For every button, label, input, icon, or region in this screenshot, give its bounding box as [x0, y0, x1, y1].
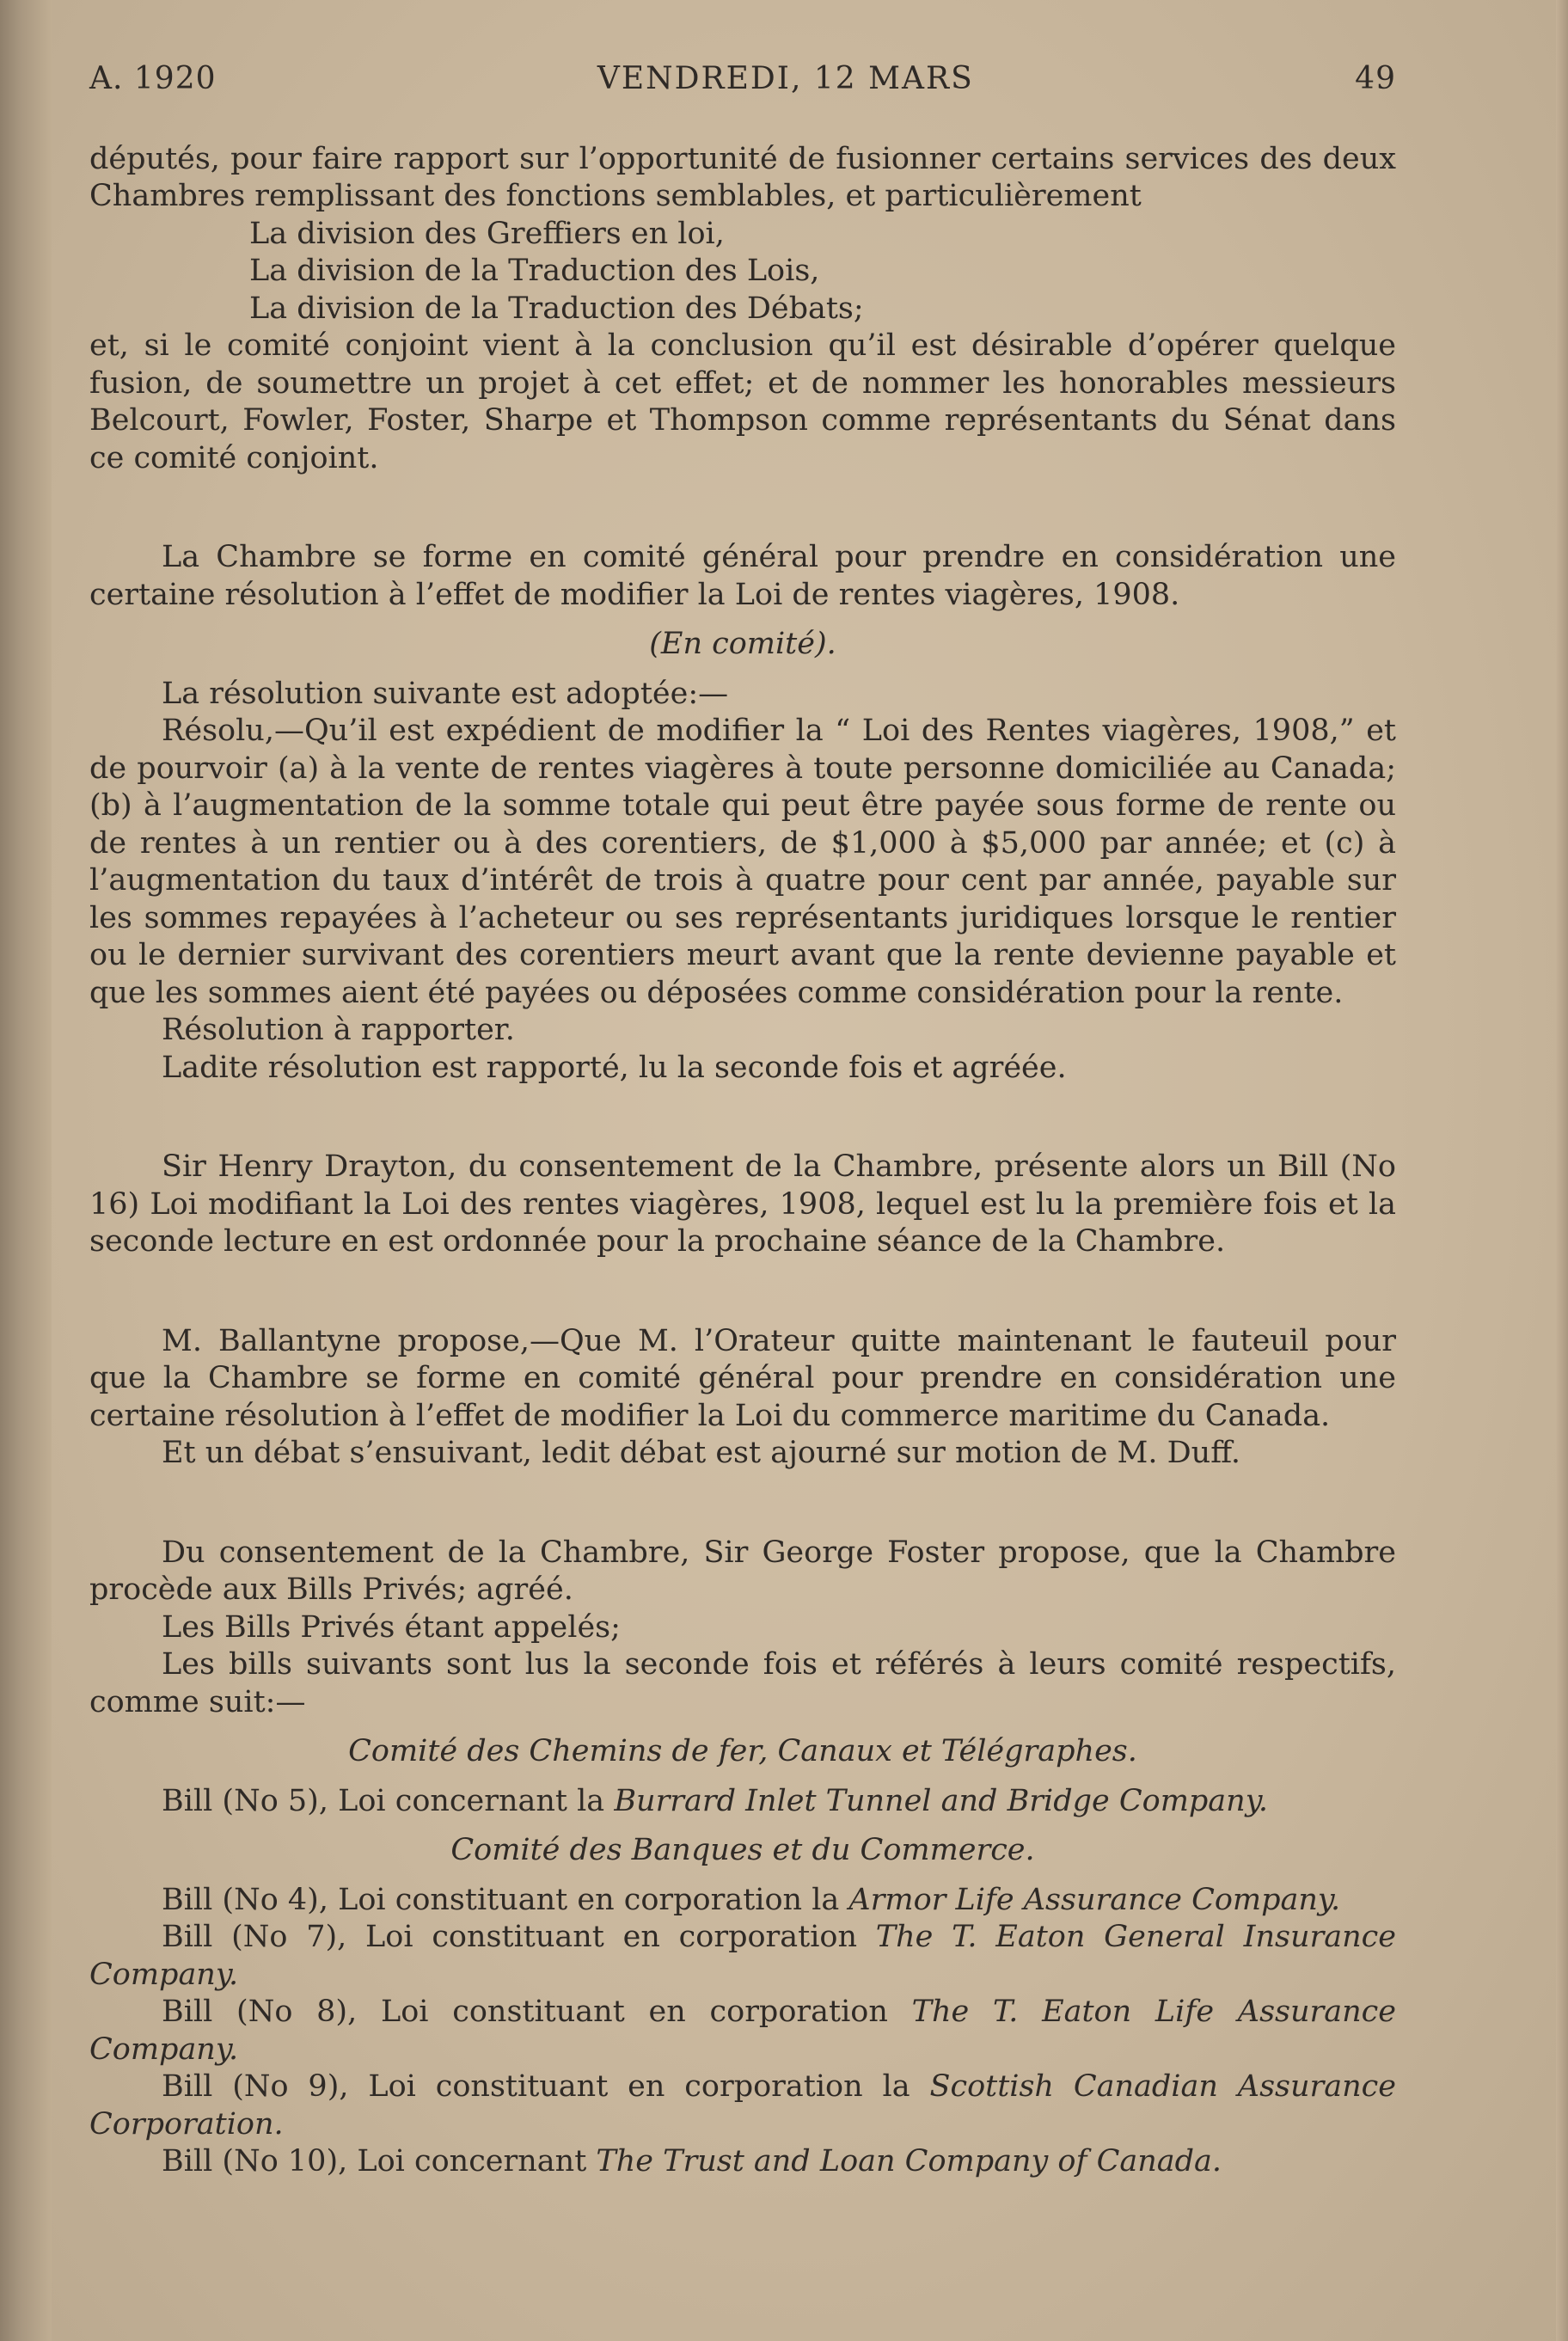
header-year: A. 1920 [89, 61, 217, 96]
in-committee-heading: (En comité). [649, 627, 836, 661]
private-bills-called: Les Bills Privés étant appelés; [162, 1609, 621, 1645]
bills-referred: Les bills suivants sont lus la seconde fois et référés à leurs comité respectifs, comme suit:— [89, 1647, 1396, 1719]
division-item: La division de la Traduction des Débats; [249, 291, 864, 326]
drayton-bill-paragraph: Sir Henry Drayton, du consentement de la Chambre, présente alors un Bill (No 16) Loi modifiant la Loi des rentes viagères, 1908, lequel est lu la première fois et la seconde lecture en est ordonnée pour la prochaine séance de la Chambre. [89, 1149, 1396, 1259]
resolution-report: Résolution à rapporter. [162, 1013, 515, 1047]
page-right-edge [1556, 0, 1568, 2341]
division-item: La division de la Traduction des Lois, [249, 254, 820, 288]
page-binding-edge [0, 0, 52, 2341]
railways-committee-heading: Comité des Chemins de fer, Canaux et Télégraphes. [348, 1734, 1137, 1768]
resolution-adopted: La résolution suivante est adoptée:— [162, 676, 729, 711]
debate-adjourned: Et un débat s’ensuivant, ledit débat est ajourné sur motion de M. Duff. [162, 1436, 1240, 1470]
page-number: 49 [1355, 61, 1396, 96]
resolution-agreed: Ladite résolution est rapporté, lu la seconde fois et agréée. [162, 1050, 1067, 1085]
bill-entry: Bill (No 4), Loi constituant en corporation la Armor Life Assurance Company. [162, 1882, 1341, 1917]
header-date: VENDREDI, 12 MARS [597, 61, 974, 96]
resolution-text: Résolu,—Qu’il est expédient de modifier la “ Loi des Rentes viagères, 1908,” et de pourvoir (a) à la vente de rentes viagères à toute personne domiciliée au Canada; (b) à l’augmentation de la somme totale qui peut être payée sous forme de rente ou de rentes à un rentier ou à des corentiers, de $1,000 à $5,000 par année; et (c) à l’augmentation du taux d’intérêt de trois à quatre pour cent par année, payable sur les sommes repayées à l’acheteur ou ses représentants juridiques lorsque le rentier ou le dernier survivant des corentiers meurt avant que la rente devienne payable et que les sommes aient été payées ou déposées comme considération pour la rente. [89, 714, 1396, 1010]
banking-committee-heading: Comité des Banques et du Commerce. [450, 1833, 1035, 1867]
running-header [89, 60, 1396, 98]
bill-entry: Bill (No 7), Loi constituant en corporation The T. Eaton General Insurance Company. [89, 1920, 1396, 1992]
division-item: La division des Greffiers en loi, [249, 216, 725, 251]
joint-committee-intro: députés, pour faire rapport sur l’opportunité de fusionner certains services des deux Chambres remplissant des fonctions semblables, et particulièrement [89, 141, 1396, 213]
bill-entry: Bill (No 8), Loi constituant en corporation The T. Eaton Life Assurance Company. [89, 1995, 1396, 2067]
ballantyne-motion: M. Ballantyne propose,—Que M. l’Orateur quitte maintenant le fauteuil pour que la Chambre se forme en comité général pour prendre en considération une certaine résolution à l’effet de modifier la Loi du commerce maritime du Canada. [89, 1323, 1396, 1433]
joint-committee-outro: et, si le comité conjoint vient à la conclusion qu’il est désirable d’opérer quelque fusion, de soumettre un projet à cet effet; et de nommer les honorables messieurs Belcourt, Fowler, Foster, Sharpe et Thompson comme représentants du Sénat dans ce comité conjoint. [89, 328, 1396, 475]
bill-entry: Bill (No 5), Loi concernant la Burrard Inlet Tunnel and Bridge Company. [162, 1783, 1268, 1818]
bill-entry: Bill (No 9), Loi constituant en corporation la Scottish Canadian Assurance Corporation. [89, 2069, 1396, 2142]
bill-entry: Bill (No 10), Loi concernant The Trust and Loan Company of Canada. [162, 2144, 1222, 2179]
committee-general-intro: La Chambre se forme en comité général pour prendre en considération une certaine résolution à l’effet de modifier la Loi de rentes viagères, 1908. [89, 540, 1396, 612]
private-bills-motion: Du consentement de la Chambre, Sir George Foster propose, que la Chambre procède aux Bills Privés; agréé. [89, 1535, 1396, 1607]
page-content [89, 60, 1396, 2181]
